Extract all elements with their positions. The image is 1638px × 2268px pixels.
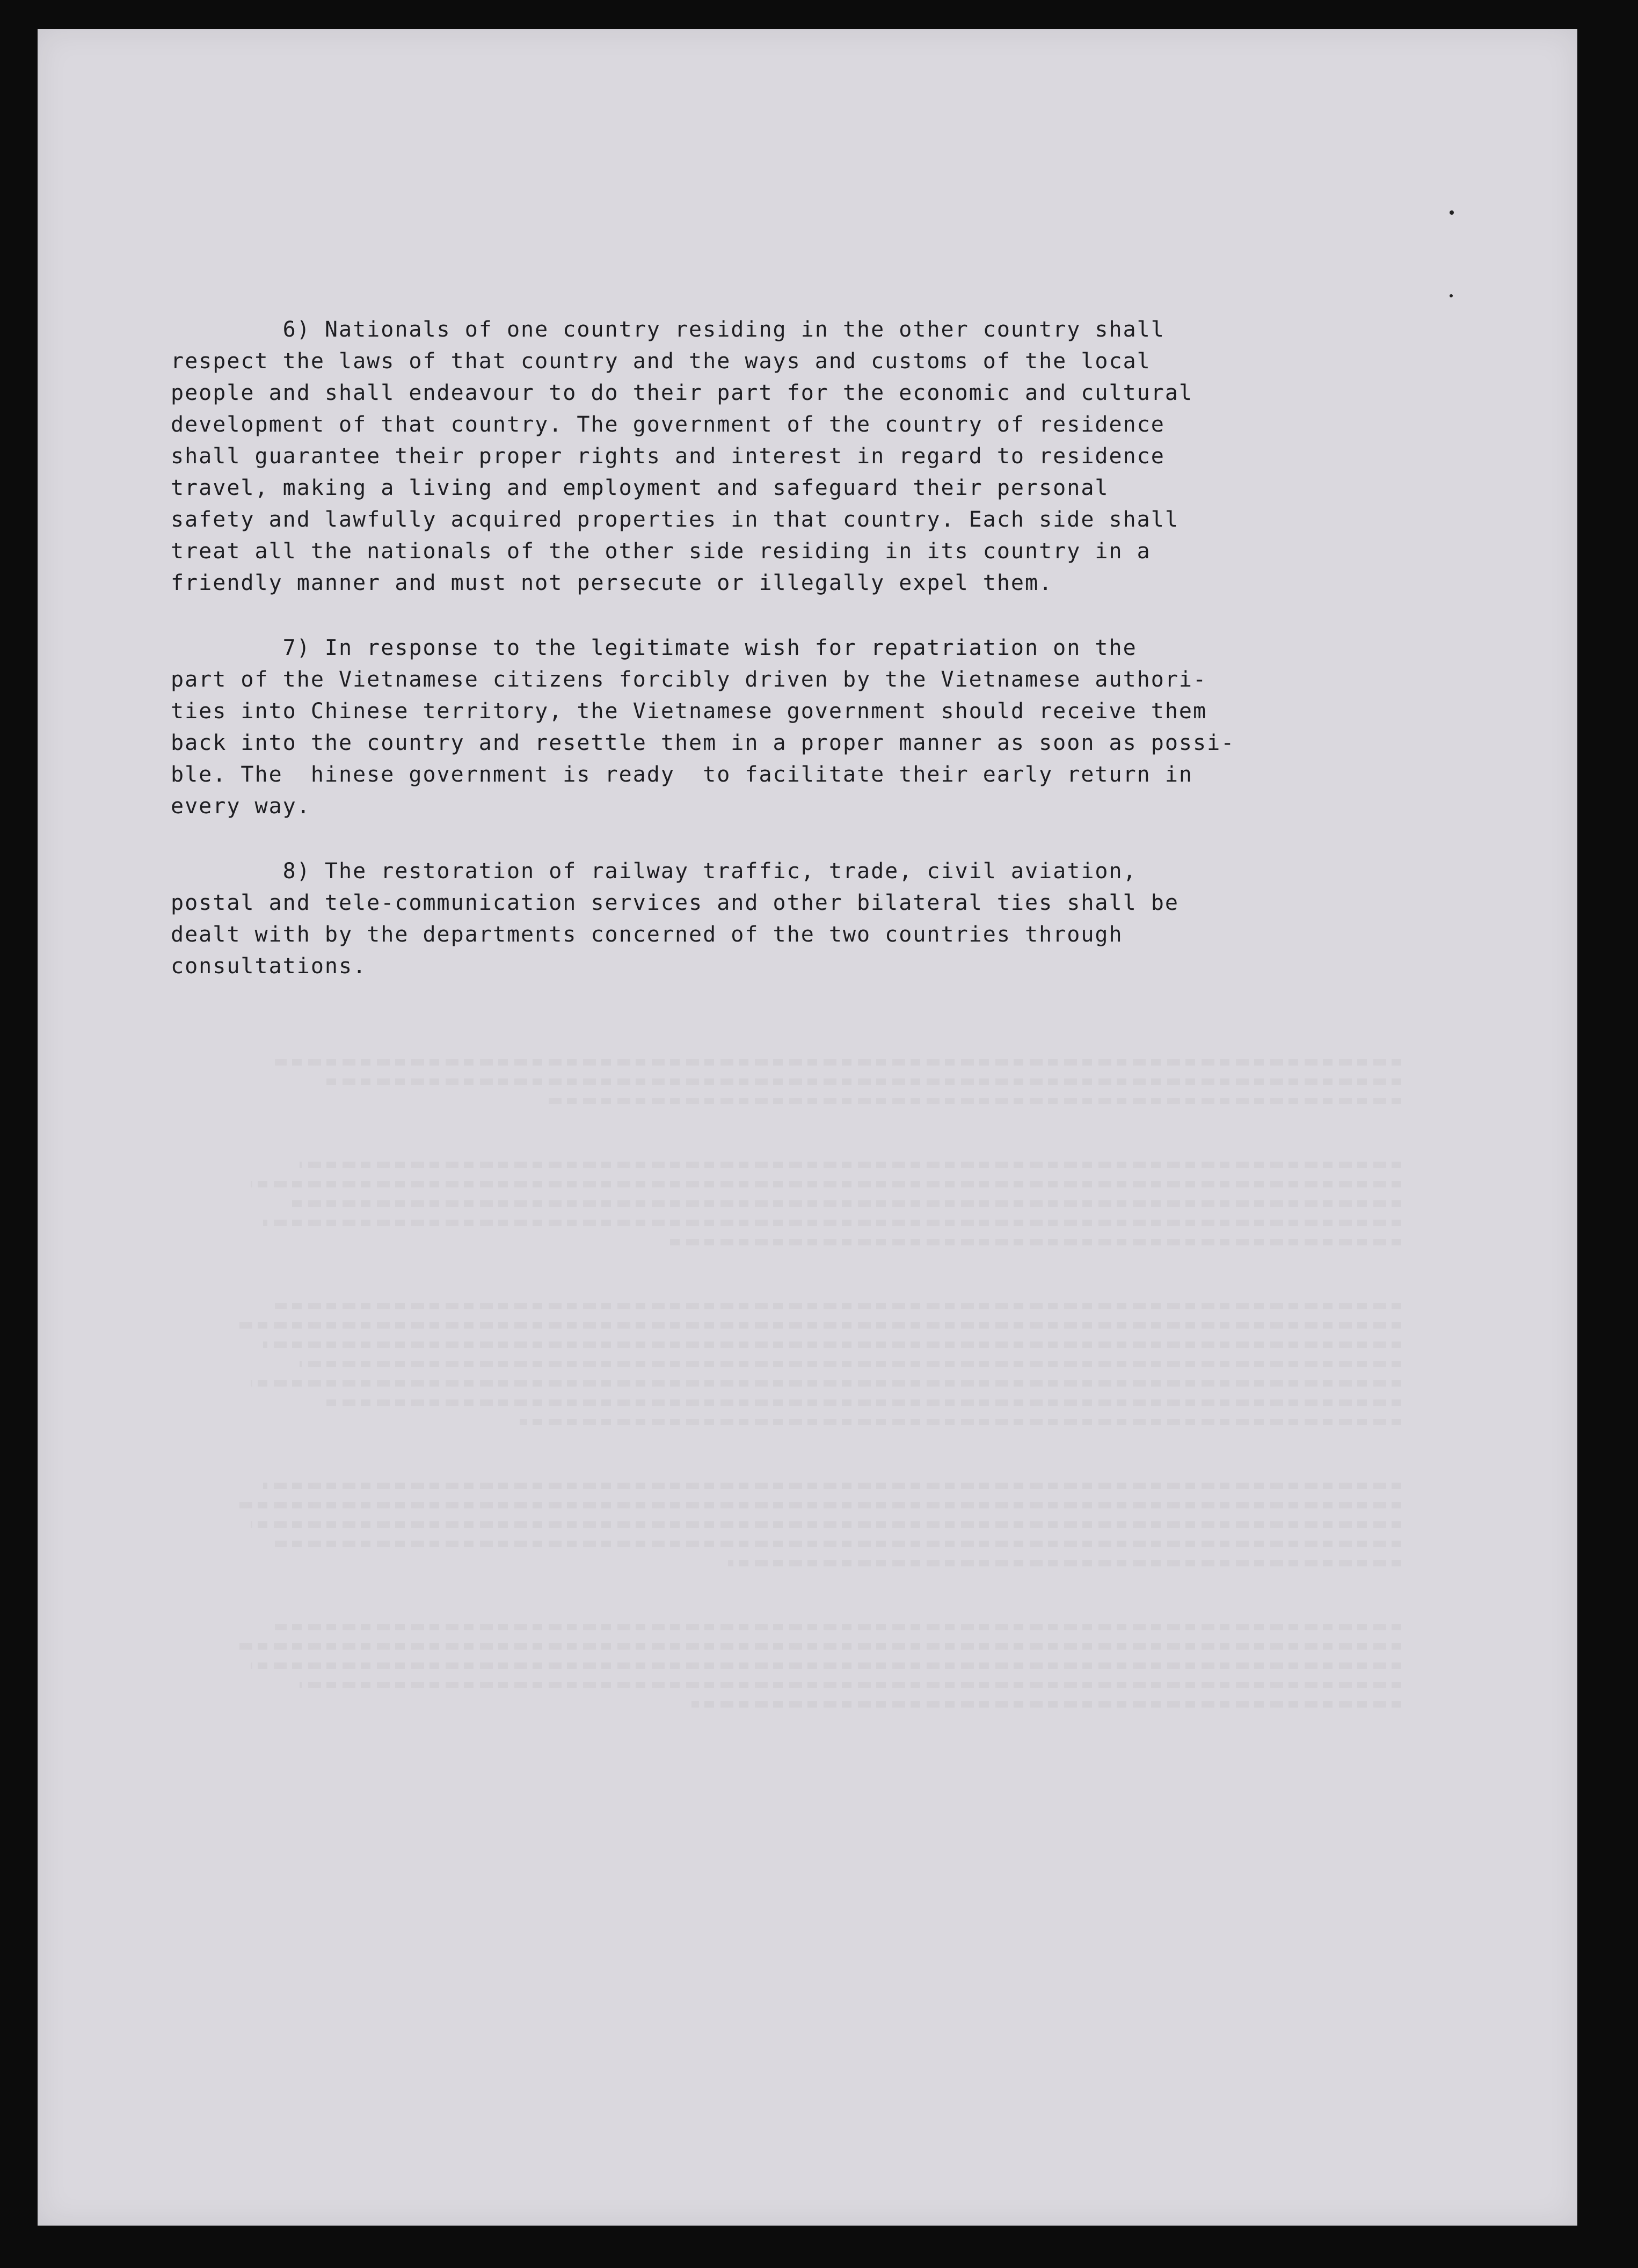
text-line: 8) The restoration of railway traffic, trade, civil aviation, [171, 859, 1137, 884]
text-line: every way. [171, 794, 311, 819]
text-line: back into the country and resettle them in a proper manner as soon as possi- [171, 731, 1235, 755]
text-line: shall guarantee their proper rights and interest in regard to residence [171, 444, 1165, 469]
text-line: friendly manner and must not persecute or illegally expel them. [171, 571, 1053, 595]
text-line: treat all the nationals of the other side residing in its country in a [171, 539, 1151, 564]
bleed-through-text [177, 1047, 1401, 1720]
text-line: travel, making a living and employment and safeguard their personal [171, 476, 1109, 500]
document-body [171, 314, 1352, 1016]
paragraph-7 [171, 632, 1352, 822]
text-line: safety and lawfully acquired properties in that country. Each side shall [171, 507, 1179, 532]
text-line: development of that country. The government of the country of residence [171, 412, 1165, 437]
text-line: ties into Chinese territory, the Vietnamese government should receive them [171, 699, 1207, 724]
paragraph-8 [171, 856, 1352, 982]
text-line: people and shall endeavour to do their part for the economic and cultural [171, 381, 1193, 405]
text-line: ble. The hinese government is ready to facilitate their early return in [171, 762, 1193, 787]
text-line: dealt with by the departments concerned of the two countries through [171, 922, 1123, 947]
text-line: 7) In response to the legitimate wish for repatriation on the [171, 636, 1137, 660]
text-line: consultations. [171, 954, 367, 979]
dust-speck [1450, 210, 1454, 215]
dust-speck [1450, 294, 1453, 297]
text-line: 6) Nationals of one country residing in the other country shall [171, 317, 1165, 342]
text-line: respect the laws of that country and the ways and customs of the local [171, 349, 1151, 374]
paragraph-6 [171, 314, 1352, 599]
text-line: part of the Vietnamese citizens forcibly driven by the Vietnamese authori- [171, 667, 1207, 692]
text-line: postal and tele-communication services and other bilateral ties shall be [171, 891, 1179, 915]
